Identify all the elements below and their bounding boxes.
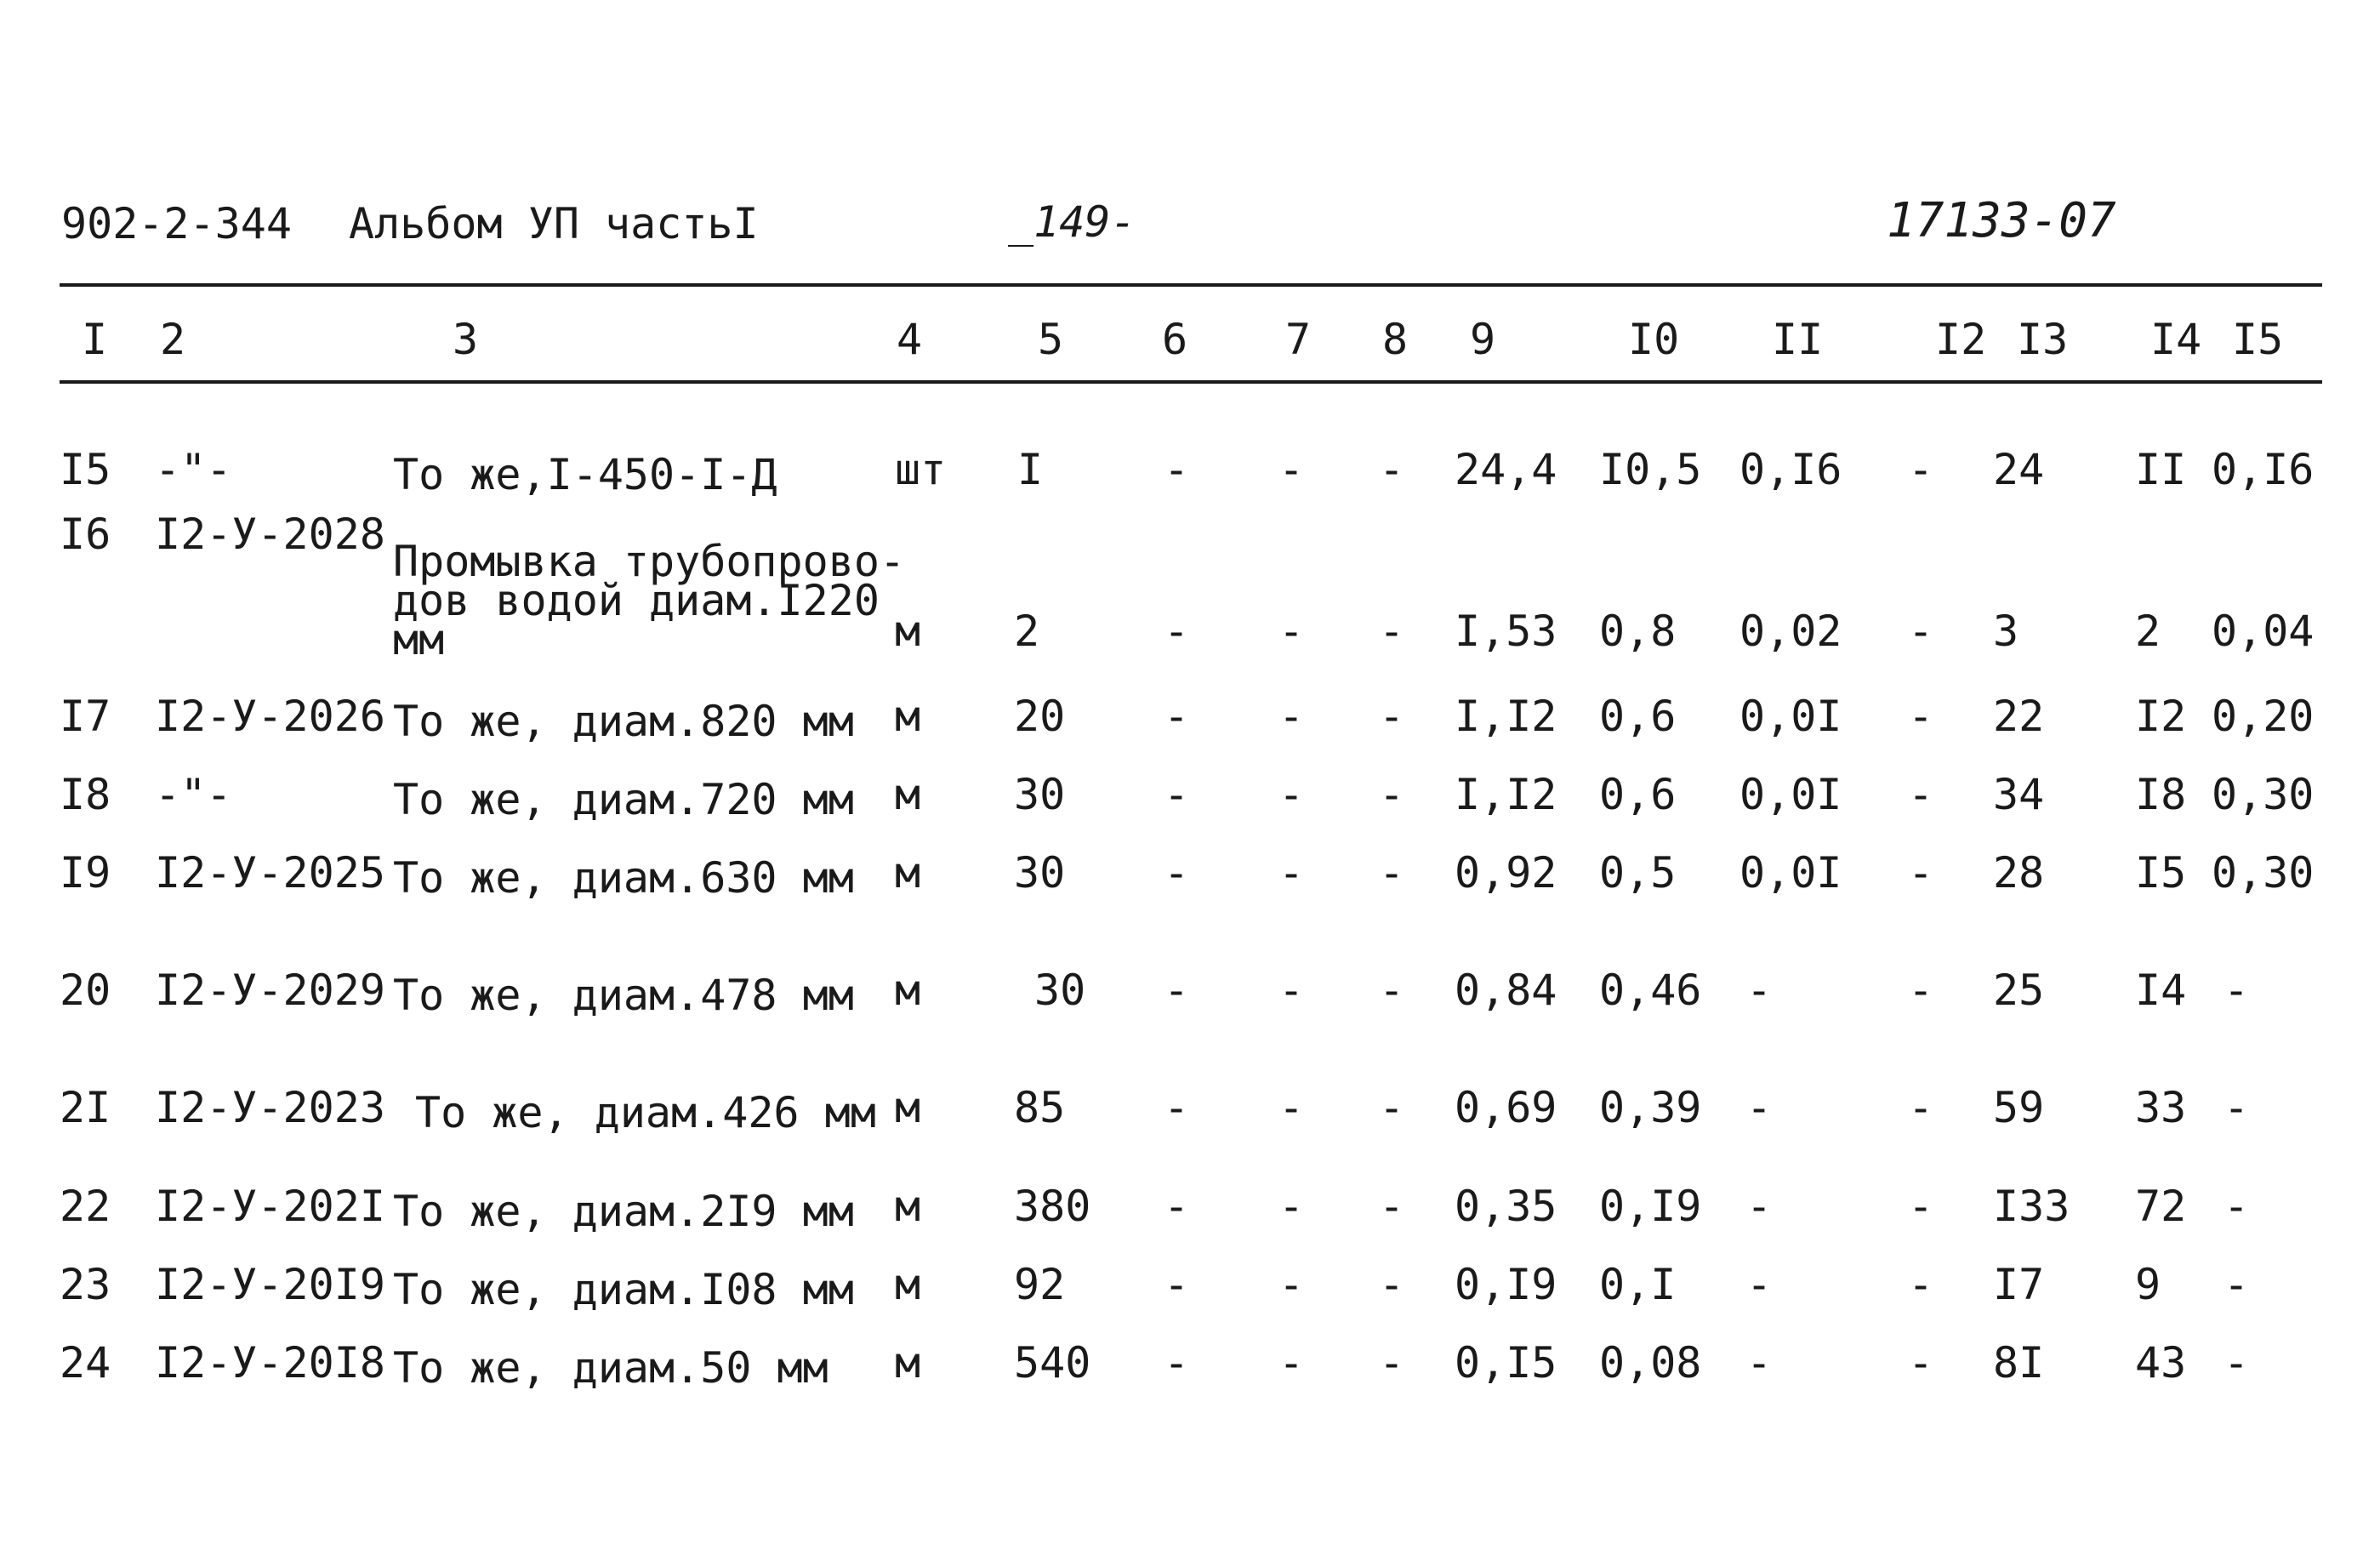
work-description [393,1309,895,1393]
quantity: I [1017,445,1044,494]
description-line: Промывка трубопрово- [393,537,906,586]
album-title: Альбом УП частьI [349,199,759,248]
unit: м [895,1083,921,1132]
col-9-value: 0,35 [1455,1182,1557,1231]
unit: м [895,1260,921,1309]
col-14-value: 43 [2135,1338,2187,1388]
row-number: 22 [60,1182,111,1231]
column-numbers-row [60,293,2326,385]
col-15-value: 0,I6 [2212,445,2315,494]
work-description [393,1231,895,1314]
col-11-value: 0,0I [1739,770,1842,819]
unit: м [895,966,921,1015]
col-7-value: - [1278,692,1305,741]
unit: шт [895,445,947,494]
table-row [60,1132,2326,1231]
table-row [60,1309,2326,1388]
col-header-10: I0 [1628,315,1680,364]
unit: м [895,770,921,819]
top-rule [60,283,2322,287]
col-10-value: 0,6 [1599,692,1677,741]
col-6-value: - [1164,607,1190,656]
unit: м [895,1182,921,1231]
quantity: 380 [1014,1182,1091,1231]
work-description [393,663,895,746]
col-header-2: 2 [160,315,186,364]
col-13-value: 34 [1993,770,2045,819]
col-15-value: 0,30 [2212,848,2315,897]
col-13-value: 24 [1993,445,2045,494]
col-10-value: 0,08 [1599,1338,1702,1388]
unit: м [895,607,921,656]
description-line: То же, диам.478 мм [393,971,854,1020]
quantity: 20 [1014,692,1066,741]
col-6-value: - [1164,692,1190,741]
table-row [60,1015,2326,1132]
col-15-value: 0,30 [2212,770,2315,819]
table-row [60,1231,2326,1309]
quantity: 30 [1034,966,1086,1015]
col-9-value: 0,I5 [1455,1338,1557,1388]
table-row [60,819,2326,897]
col-14-value: I4 [2135,966,2187,1015]
col-10-value: 0,8 [1599,607,1677,656]
col-14-value: I2 [2135,692,2187,741]
row-number: 23 [60,1260,111,1309]
work-description [393,741,895,824]
col-8-value: - [1379,966,1405,1015]
col-6-value: - [1164,848,1190,897]
col-9-value: I,I2 [1455,770,1557,819]
col-10-value: 0,39 [1599,1083,1702,1132]
col-14-value: 72 [2135,1182,2187,1231]
work-description [393,1132,895,1236]
description-line: То же, диам.2I9 мм [393,1187,854,1236]
table-header [60,293,2326,385]
col-14-value: II [2135,445,2187,494]
description-line: То же, диам.630 мм [393,853,854,903]
row-number: 20 [60,966,111,1015]
description-line: мм [393,615,445,664]
col-11-value: 0,I6 [1739,445,1842,494]
quantity: 92 [1014,1260,1066,1309]
col-header-4: 4 [897,315,923,364]
estimate-table [60,293,2326,1393]
col-11-value: - [1746,1083,1773,1132]
col-8-value: - [1379,607,1405,656]
description-line: дов водой диам.I220 [393,576,880,625]
col-header-3: 3 [453,315,479,364]
page-number: _149- [1008,197,1136,247]
col-13-value: 22 [1993,692,2045,741]
description-line: То же, диам.I08 мм [393,1265,854,1314]
description-line: То же, диам.720 мм [393,775,854,824]
col-9-value: 0,84 [1455,966,1557,1015]
col-8-value: - [1379,1260,1405,1309]
col-14-value: 9 [2135,1260,2161,1309]
col-13-value: 28 [1993,848,2045,897]
row-number: I8 [60,770,111,819]
col-7-value: - [1278,1083,1305,1132]
col-9-value: 24,4 [1455,445,1557,494]
col-6-value: - [1164,445,1190,494]
col-11-value: 0,0I [1739,848,1842,897]
col-header-6: 6 [1162,315,1188,364]
col-10-value: 0,I [1599,1260,1677,1309]
col-12-value: - [1908,770,1934,819]
col-header-11: II [1772,315,1824,364]
col-11-value: - [1746,1338,1773,1388]
table-body [60,385,2326,1393]
col-6-value: - [1164,1260,1190,1309]
col-13-value: 3 [1993,607,2019,656]
norm-code: I2-У-2026 [155,692,385,741]
col-6-value: - [1164,1083,1190,1132]
row-number: 24 [60,1338,111,1388]
col-9-value: 0,I9 [1455,1260,1557,1309]
col-12-value: - [1908,445,1934,494]
description-line: То же, диам.820 мм [393,697,854,746]
table-row [60,663,2326,741]
col-10-value: I0,5 [1599,445,1702,494]
col-header-7: 7 [1285,315,1312,364]
col-header-5: 5 [1038,315,1064,364]
norm-code: -"- [155,445,232,494]
work-description [393,1015,895,1137]
norm-code: I2-У-20I9 [155,1260,385,1309]
description-line: То же,I-450-I-Д [393,450,777,499]
col-13-value: I7 [1993,1260,2045,1309]
work-description [393,504,906,664]
quantity: 85 [1014,1083,1066,1132]
col-12-value: - [1908,1338,1934,1388]
col-15-value: - [2223,966,2250,1015]
col-header-12: I2 [1935,315,1987,364]
col-12-value: - [1908,1182,1934,1231]
col-13-value: 25 [1993,966,2045,1015]
col-7-value: - [1278,848,1305,897]
col-10-value: 0,I9 [1599,1182,1702,1231]
col-8-value: - [1379,1338,1405,1388]
row-number: 2I [60,1083,111,1132]
col-13-value: I33 [1993,1182,2070,1231]
col-14-value: 33 [2135,1083,2187,1132]
quantity: 2 [1014,607,1040,656]
unit: м [895,1338,921,1388]
col-12-value: - [1908,966,1934,1015]
col-header-1: I [82,315,108,364]
col-7-value: - [1278,770,1305,819]
col-15-value: 0,04 [2212,607,2315,656]
col-header-8: 8 [1382,315,1409,364]
table-row [60,504,2326,663]
col-6-value: - [1164,966,1190,1015]
col-15-value: - [2223,1083,2250,1132]
row-number: I6 [60,510,111,559]
row-number: I9 [60,848,111,897]
col-6-value: - [1164,1338,1190,1388]
project-code: 902-2-344 [61,199,292,248]
table-row [60,741,2326,819]
col-11-value: - [1746,1182,1773,1231]
row-number: I7 [60,692,111,741]
col-7-value: - [1278,966,1305,1015]
col-12-value: - [1908,1083,1934,1132]
col-9-value: I,53 [1455,607,1557,656]
norm-code: -"- [155,770,232,819]
col-12-value: - [1908,1260,1934,1309]
norm-code: I2-У-2029 [155,966,385,1015]
col-9-value: I,I2 [1455,692,1557,741]
quantity: 30 [1014,770,1066,819]
table-row [60,897,2326,1015]
col-15-value: - [2223,1338,2250,1388]
col-8-value: - [1379,692,1405,741]
col-11-value: 0,0I [1739,692,1842,741]
col-12-value: - [1908,607,1934,656]
col-10-value: 0,46 [1599,966,1702,1015]
col-10-value: 0,5 [1599,848,1677,897]
work-description [393,897,895,1020]
col-15-value: 0,20 [2212,692,2315,741]
col-14-value: I5 [2135,848,2187,897]
norm-code: I2-У-2028 [155,510,385,559]
col-11-value: - [1746,966,1773,1015]
col-13-value: 59 [1993,1083,2045,1132]
work-description [393,385,895,504]
col-7-value: - [1278,445,1305,494]
col-12-value: - [1908,848,1934,897]
norm-code: I2-У-2025 [155,848,385,897]
table-row [60,385,2326,504]
work-description [393,819,895,903]
norm-code: I2-У-2023 [155,1083,385,1132]
col-9-value: 0,69 [1455,1083,1557,1132]
col-9-value: 0,92 [1455,848,1557,897]
col-header-13: I3 [2017,315,2069,364]
col-11-value: 0,02 [1739,607,1842,656]
unit: м [895,848,921,897]
col-14-value: 2 [2135,607,2161,656]
row-number: I5 [60,445,111,494]
col-8-value: - [1379,770,1405,819]
document-number: 17133-07 [1887,193,2116,248]
col-8-value: - [1379,1083,1405,1132]
col-6-value: - [1164,1182,1190,1231]
description-line: То же, диам.50 мм [393,1343,828,1393]
col-7-value: - [1278,1260,1305,1309]
col-11-value: - [1746,1260,1773,1309]
norm-code: I2-У-20I8 [155,1338,385,1388]
quantity: 30 [1014,848,1066,897]
col-15-value: - [2223,1182,2250,1231]
col-13-value: 8I [1993,1338,2045,1388]
col-15-value: - [2223,1260,2250,1309]
col-10-value: 0,6 [1599,770,1677,819]
col-7-value: - [1278,607,1305,656]
col-7-value: - [1278,1182,1305,1231]
norm-code: I2-У-202I [155,1182,385,1231]
col-header-14: I4 [2150,315,2202,364]
col-8-value: - [1379,1182,1405,1231]
col-header-15: I5 [2232,315,2284,364]
description-line: То же, диам.426 мм [415,1088,876,1137]
col-header-9: 9 [1470,315,1496,364]
col-8-value: - [1379,848,1405,897]
col-6-value: - [1164,770,1190,819]
col-8-value: - [1379,445,1405,494]
col-14-value: I8 [2135,770,2187,819]
col-12-value: - [1908,692,1934,741]
unit: м [895,692,921,741]
quantity: 540 [1014,1338,1091,1388]
col-7-value: - [1278,1338,1305,1388]
